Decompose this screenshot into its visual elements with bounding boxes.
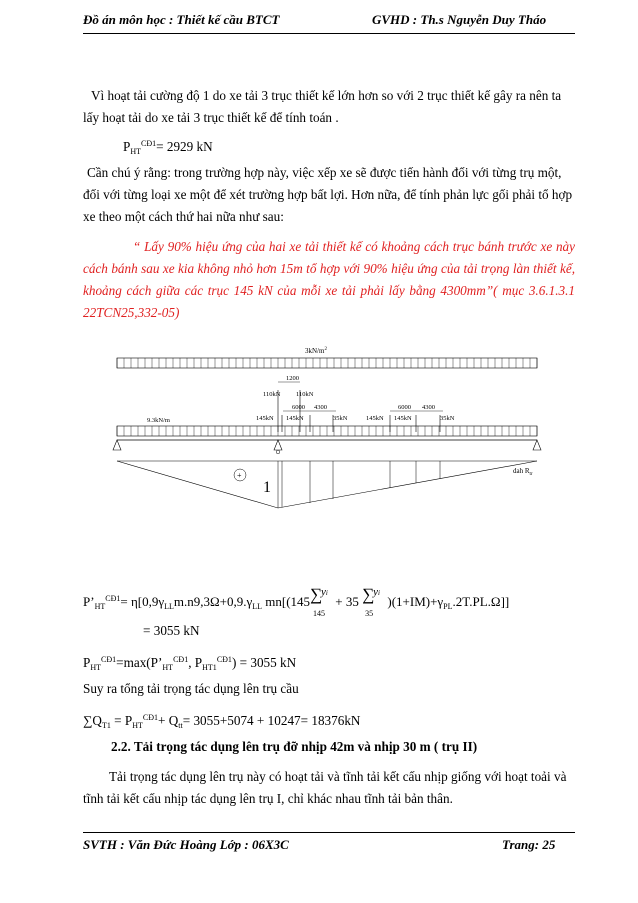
dim-4300-b: 4300 bbox=[422, 404, 435, 411]
p-ht-sup: CĐ1 bbox=[141, 139, 157, 148]
p-ht-eq: = 2929 kN bbox=[156, 139, 213, 154]
header-right: GVHD : Th.s Nguyễn Duy Tháo bbox=[372, 12, 547, 27]
influence-one: 1 bbox=[263, 479, 271, 496]
header-left: Đồ án môn học : Thiết kế cầu BTCT bbox=[83, 12, 280, 27]
influence-label: dah $R_{tr}$ bbox=[513, 467, 533, 477]
sum-145: ∑ yi 145 bbox=[310, 585, 328, 618]
support-right bbox=[533, 440, 541, 450]
p110-b: 110kN bbox=[296, 391, 314, 398]
top-load-label: $3kN/m^2$ bbox=[305, 347, 327, 355]
dim-6000-b: 6000 bbox=[398, 404, 411, 411]
last-paragraph: Tải trọng tác dụng lên trụ này có hoạt tải và tĩnh tải kết cấu nhịp giống với hoạt toải và tĩnh tải kết cấu nhịp tác dụng lên trụ I, chỉ khác nhau tĩnh tải bản thân. bbox=[83, 769, 567, 806]
sum-35: ∑ yi 35 bbox=[362, 585, 380, 618]
note-paragraph: Cần chú ý rằng: trong trường hợp này, việc xếp xe sẽ được tiến hành đối với từng trụ một, đối với từng loại xe một để xét trường hợp bất lợi. Hơn nữa, để tính phản lực gối phải tổ hợp xe theo một cách thứ hai nữa như sau: bbox=[83, 165, 573, 224]
axle-5: 145kN bbox=[394, 415, 412, 422]
header-rule bbox=[83, 33, 575, 34]
dim-6000-a: 6000 bbox=[292, 404, 305, 411]
support-mid bbox=[274, 440, 282, 450]
dim-4300-a: 4300 bbox=[314, 404, 327, 411]
quote-paragraph: “ Lấy 90% hiệu ứng của hai xe tải thiết kế có khoảng cách trục bánh trước xe này cách bánh sau xe kia không nhỏ hơn 15m tổ hợp với 90% hiệu ứng của tải trọng làn thiết kế, khoảng cách giữa các trục 145 kN của mỗi xe tải phải lấy bằng 4300mm”( mục 3.6.1.3.1 22TCN25,332-05) bbox=[83, 239, 575, 320]
footer-left: SVTH : Văn Đức Hoàng Lớp : 06X3C bbox=[83, 837, 289, 852]
axle-4: 145kN bbox=[366, 415, 384, 422]
section-heading: 2.2. Tải trọng tác dụng lên trụ đỡ nhịp 42m và nhịp 30 m ( trụ II) bbox=[111, 739, 478, 754]
sum-q-line: $\sum Q_{T1} = P_{HT}^{CĐ1}+ Q_{tt}= 3055+5074 + 10247= 18376kN$ bbox=[83, 713, 361, 730]
axle-3: 35kN bbox=[333, 415, 348, 422]
footer-rule bbox=[83, 832, 575, 833]
plus-sign: + bbox=[237, 471, 242, 480]
p-ht-sub: HT bbox=[130, 147, 142, 156]
p-ht-line bbox=[123, 133, 615, 163]
axle-6: 35kN bbox=[440, 415, 455, 422]
p-ht-base: P bbox=[123, 139, 131, 154]
dim-1200: 1200 bbox=[286, 375, 299, 382]
lane-load-label: 9.3kN/m bbox=[147, 417, 170, 424]
formula-line: $P’_{HT}^{CĐ1}= \eta[0,9\gamma_{LL}m.n9,3\Omega+0,9.\gamma_{LL}$ mn[(145 ∑ yi 145 + 35 ∑ yi 35 )$(1+IM)+\gamma_{PL}.2T.PL.\Omega$]] bbox=[83, 585, 510, 618]
influence-line bbox=[117, 461, 537, 508]
p110-a: 110kN bbox=[263, 391, 281, 398]
support-left bbox=[113, 440, 121, 450]
footer-right: Trang: 25 bbox=[502, 837, 556, 852]
intro-paragraph: Vì hoạt tải cường độ 1 do xe tải 3 trục thiết kế lớn hơn so với 2 trục thiết kế gây ra nên ta lấy hoạt tải do xe tải 3 trục thiết kế để tính toán . bbox=[83, 88, 562, 125]
suy-ra-line: Suy ra tổng tải trọng tác dụng lên trụ cầu bbox=[83, 681, 299, 696]
axle-1: 145kN bbox=[256, 415, 274, 422]
load-diagram bbox=[100, 340, 560, 540]
formula-result: = 3055 kN bbox=[143, 623, 200, 638]
pmax-line: $P_{HT}^{CĐ1}=\max(P’_{HT}^{CĐ1}$, $P_{HT1}^{CĐ1}) = 3055$ kN bbox=[83, 655, 297, 672]
axle-2: 145kN bbox=[286, 415, 304, 422]
